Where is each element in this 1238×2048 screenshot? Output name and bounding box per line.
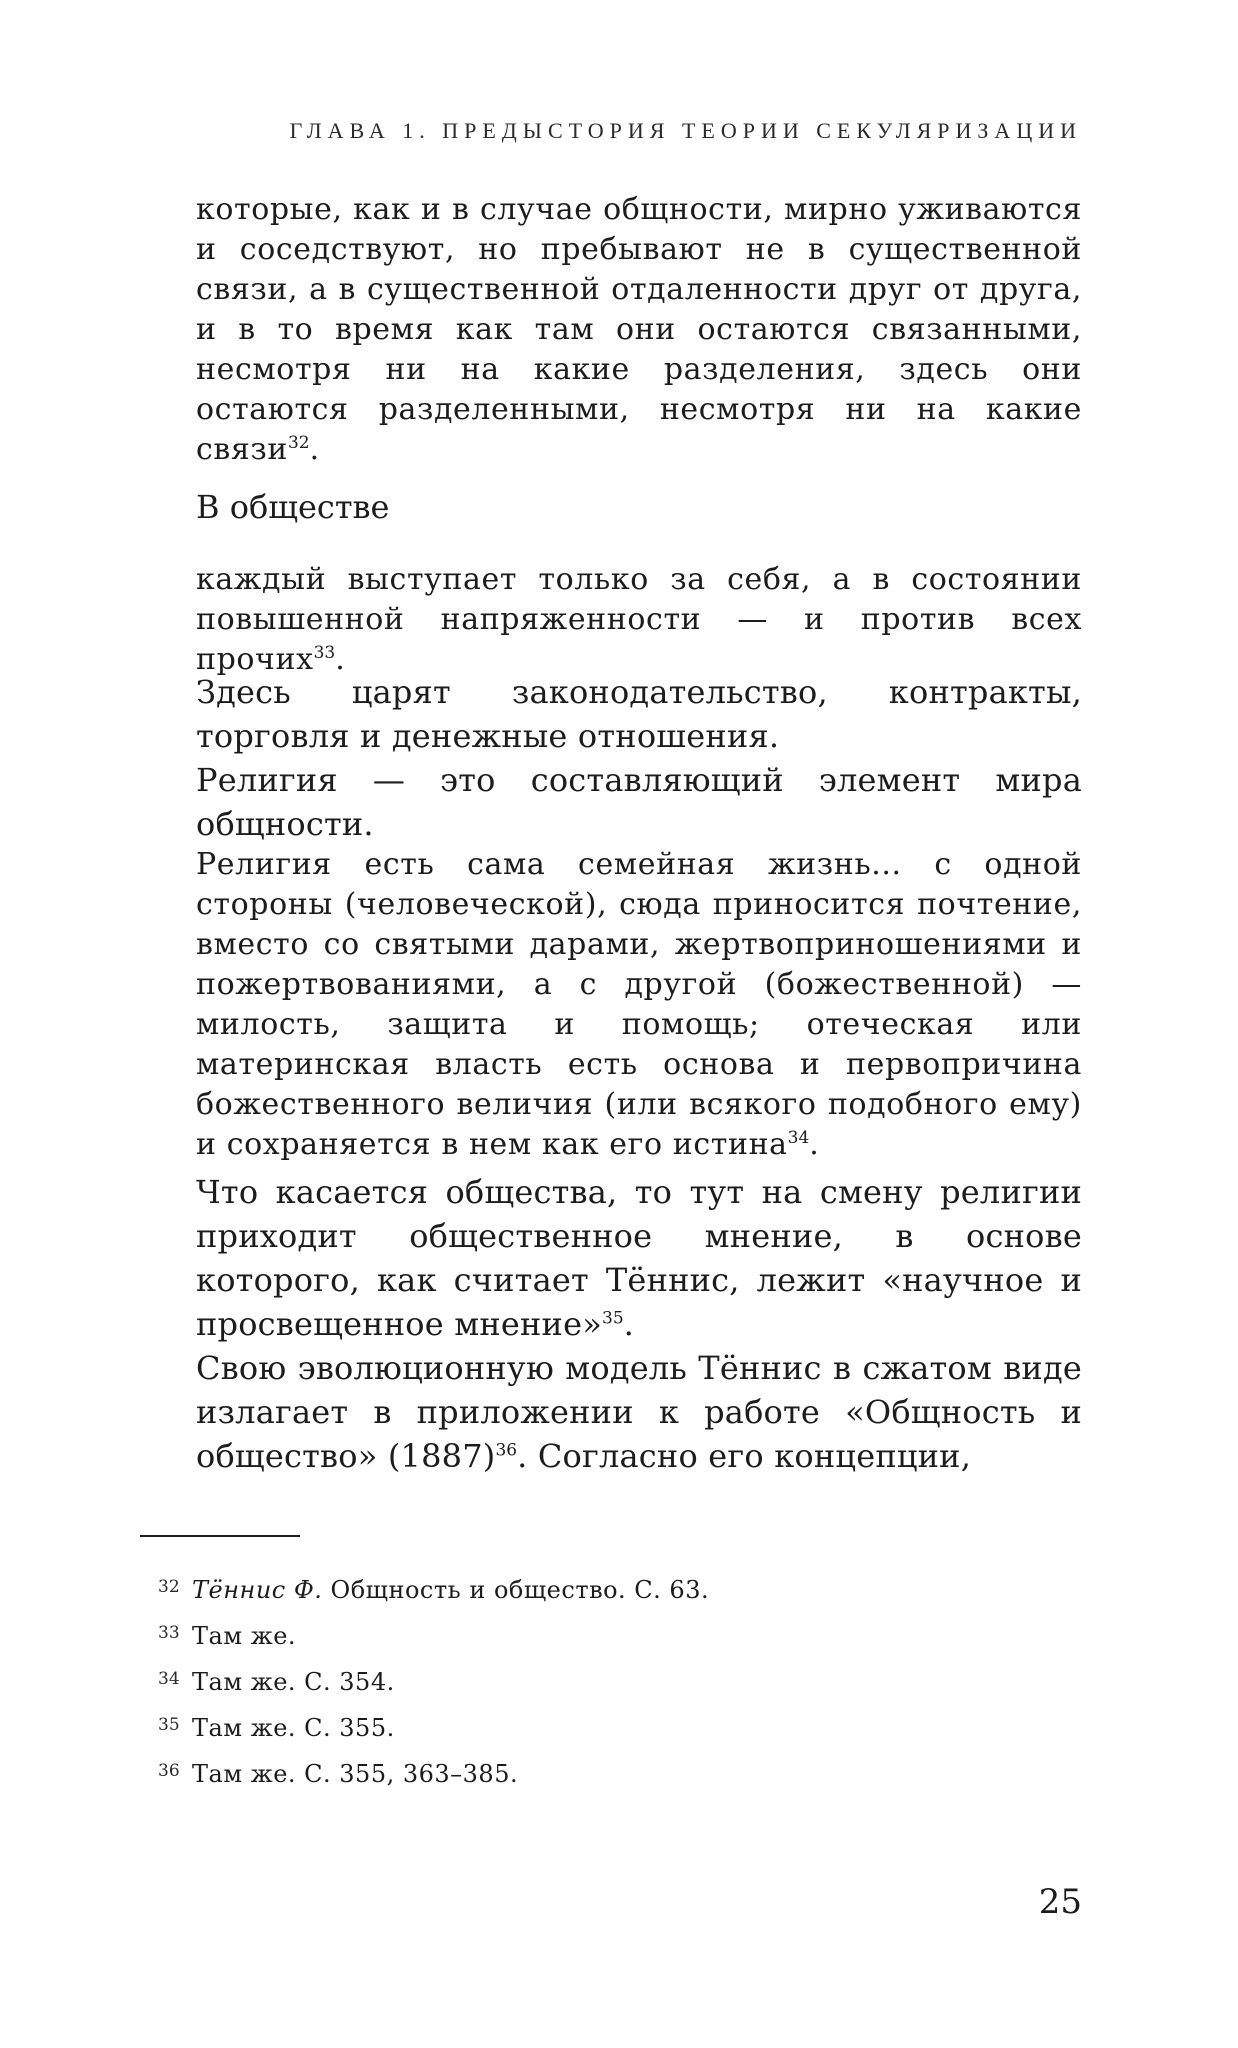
body-text-1: [196, 670, 1082, 846]
body-paragraph: Здесь царят законодательство, контракты, торговля и денежные отношения.: [196, 673, 1082, 755]
body-paragraph: [196, 1170, 1082, 1346]
quote-block-2: [196, 560, 1082, 680]
footnote: [158, 1575, 1058, 1621]
quote-text: Религия есть сама семейная жизнь... с одной стороны (человеческой), сюда приносится почтение, вместо со святыми дарами, жертвоприношениями и пожертвованиями, а с другой (божественной) — милость, защита и помощь; отеческая или материнская власть есть основа и первопричина божественного величия (или всякого подобного ему) и сохраняется в нем как его истина: [196, 847, 1082, 1162]
footnote-number: 35: [158, 1715, 180, 1735]
quote-block-1: [196, 190, 1082, 470]
footnote-ref[interactable]: 36: [495, 1440, 518, 1461]
footnote-number: 33: [158, 1623, 180, 1643]
quote-end: .: [335, 642, 346, 677]
footnote: [158, 1667, 1058, 1713]
paragraph-end: .: [623, 1305, 635, 1343]
page-number: 25: [1038, 1882, 1082, 1922]
footnote-number: 34: [158, 1669, 180, 1689]
footnote-text: Там же.: [192, 1622, 297, 1650]
body-text-2: [196, 1170, 1082, 1478]
quote-end: .: [309, 432, 320, 467]
body-paragraph: [196, 1346, 1082, 1478]
quote-end: .: [809, 1127, 820, 1162]
quote-paragraph: [196, 845, 1082, 1165]
footnote-number: 32: [158, 1577, 180, 1597]
footnote-number: 36: [158, 1761, 180, 1781]
footnote-ref[interactable]: 33: [313, 643, 336, 663]
footnote-text: [192, 1575, 709, 1605]
footnote: [158, 1759, 1058, 1805]
quote-paragraph: [196, 560, 1082, 680]
quote-text: каждый выступает только за себя, а в состоянии повышенной напряженности — и против всех прочих: [196, 562, 1082, 677]
lead-in-text: В обществе: [196, 488, 390, 526]
footnote-source: Общность и общество. С. 63.: [322, 1576, 710, 1604]
quote-text: которые, как и в случае общности, мирно уживаются и соседствуют, но пребывают не в существенной связи, а в существенной отдаленности друг от друга, и в то время как там они остаются связанными, несмотря ни на какие разделения, здесь они остаются разделенными, несмотря ни на какие связи: [196, 192, 1082, 467]
footnote-author: Тённис Ф.: [192, 1576, 323, 1604]
paragraph-end: . Согласно его концепции,: [517, 1437, 972, 1475]
footnotes: [158, 1575, 1058, 1805]
footnote-ref[interactable]: 34: [787, 1128, 810, 1148]
footnote-ref[interactable]: 35: [602, 1308, 624, 1329]
body-paragraph: Религия — это составляющий элемент мира общности.: [196, 761, 1082, 843]
paragraph-text: Свою эволюционную модель Тённис в сжатом виде излагает в приложении к работе «Общность и общество» (1887): [196, 1349, 1082, 1475]
footnote-ref[interactable]: 32: [287, 433, 310, 453]
quote-paragraph: [196, 190, 1082, 470]
footnote-separator: [140, 1535, 300, 1537]
running-head: ГЛАВА 1. ПРЕДЫСТОРИЯ ТЕОРИИ СЕКУЛЯРИЗАЦИИ: [289, 118, 1082, 143]
footnote: [158, 1621, 1058, 1667]
footnote-text: Там же. С. 355, 363–385.: [192, 1760, 519, 1788]
footnote-text: Там же. С. 354.: [192, 1668, 395, 1696]
paragraph-text: Что касается общества, то тут на смену религии приходит общественное мнение, в основе которого, как считает Тённис, лежит «научное и просвещенное мнение»: [196, 1173, 1082, 1343]
footnote: [158, 1713, 1058, 1759]
footnote-text: Там же. С. 355.: [192, 1714, 395, 1742]
quote-block-3: [196, 845, 1082, 1165]
